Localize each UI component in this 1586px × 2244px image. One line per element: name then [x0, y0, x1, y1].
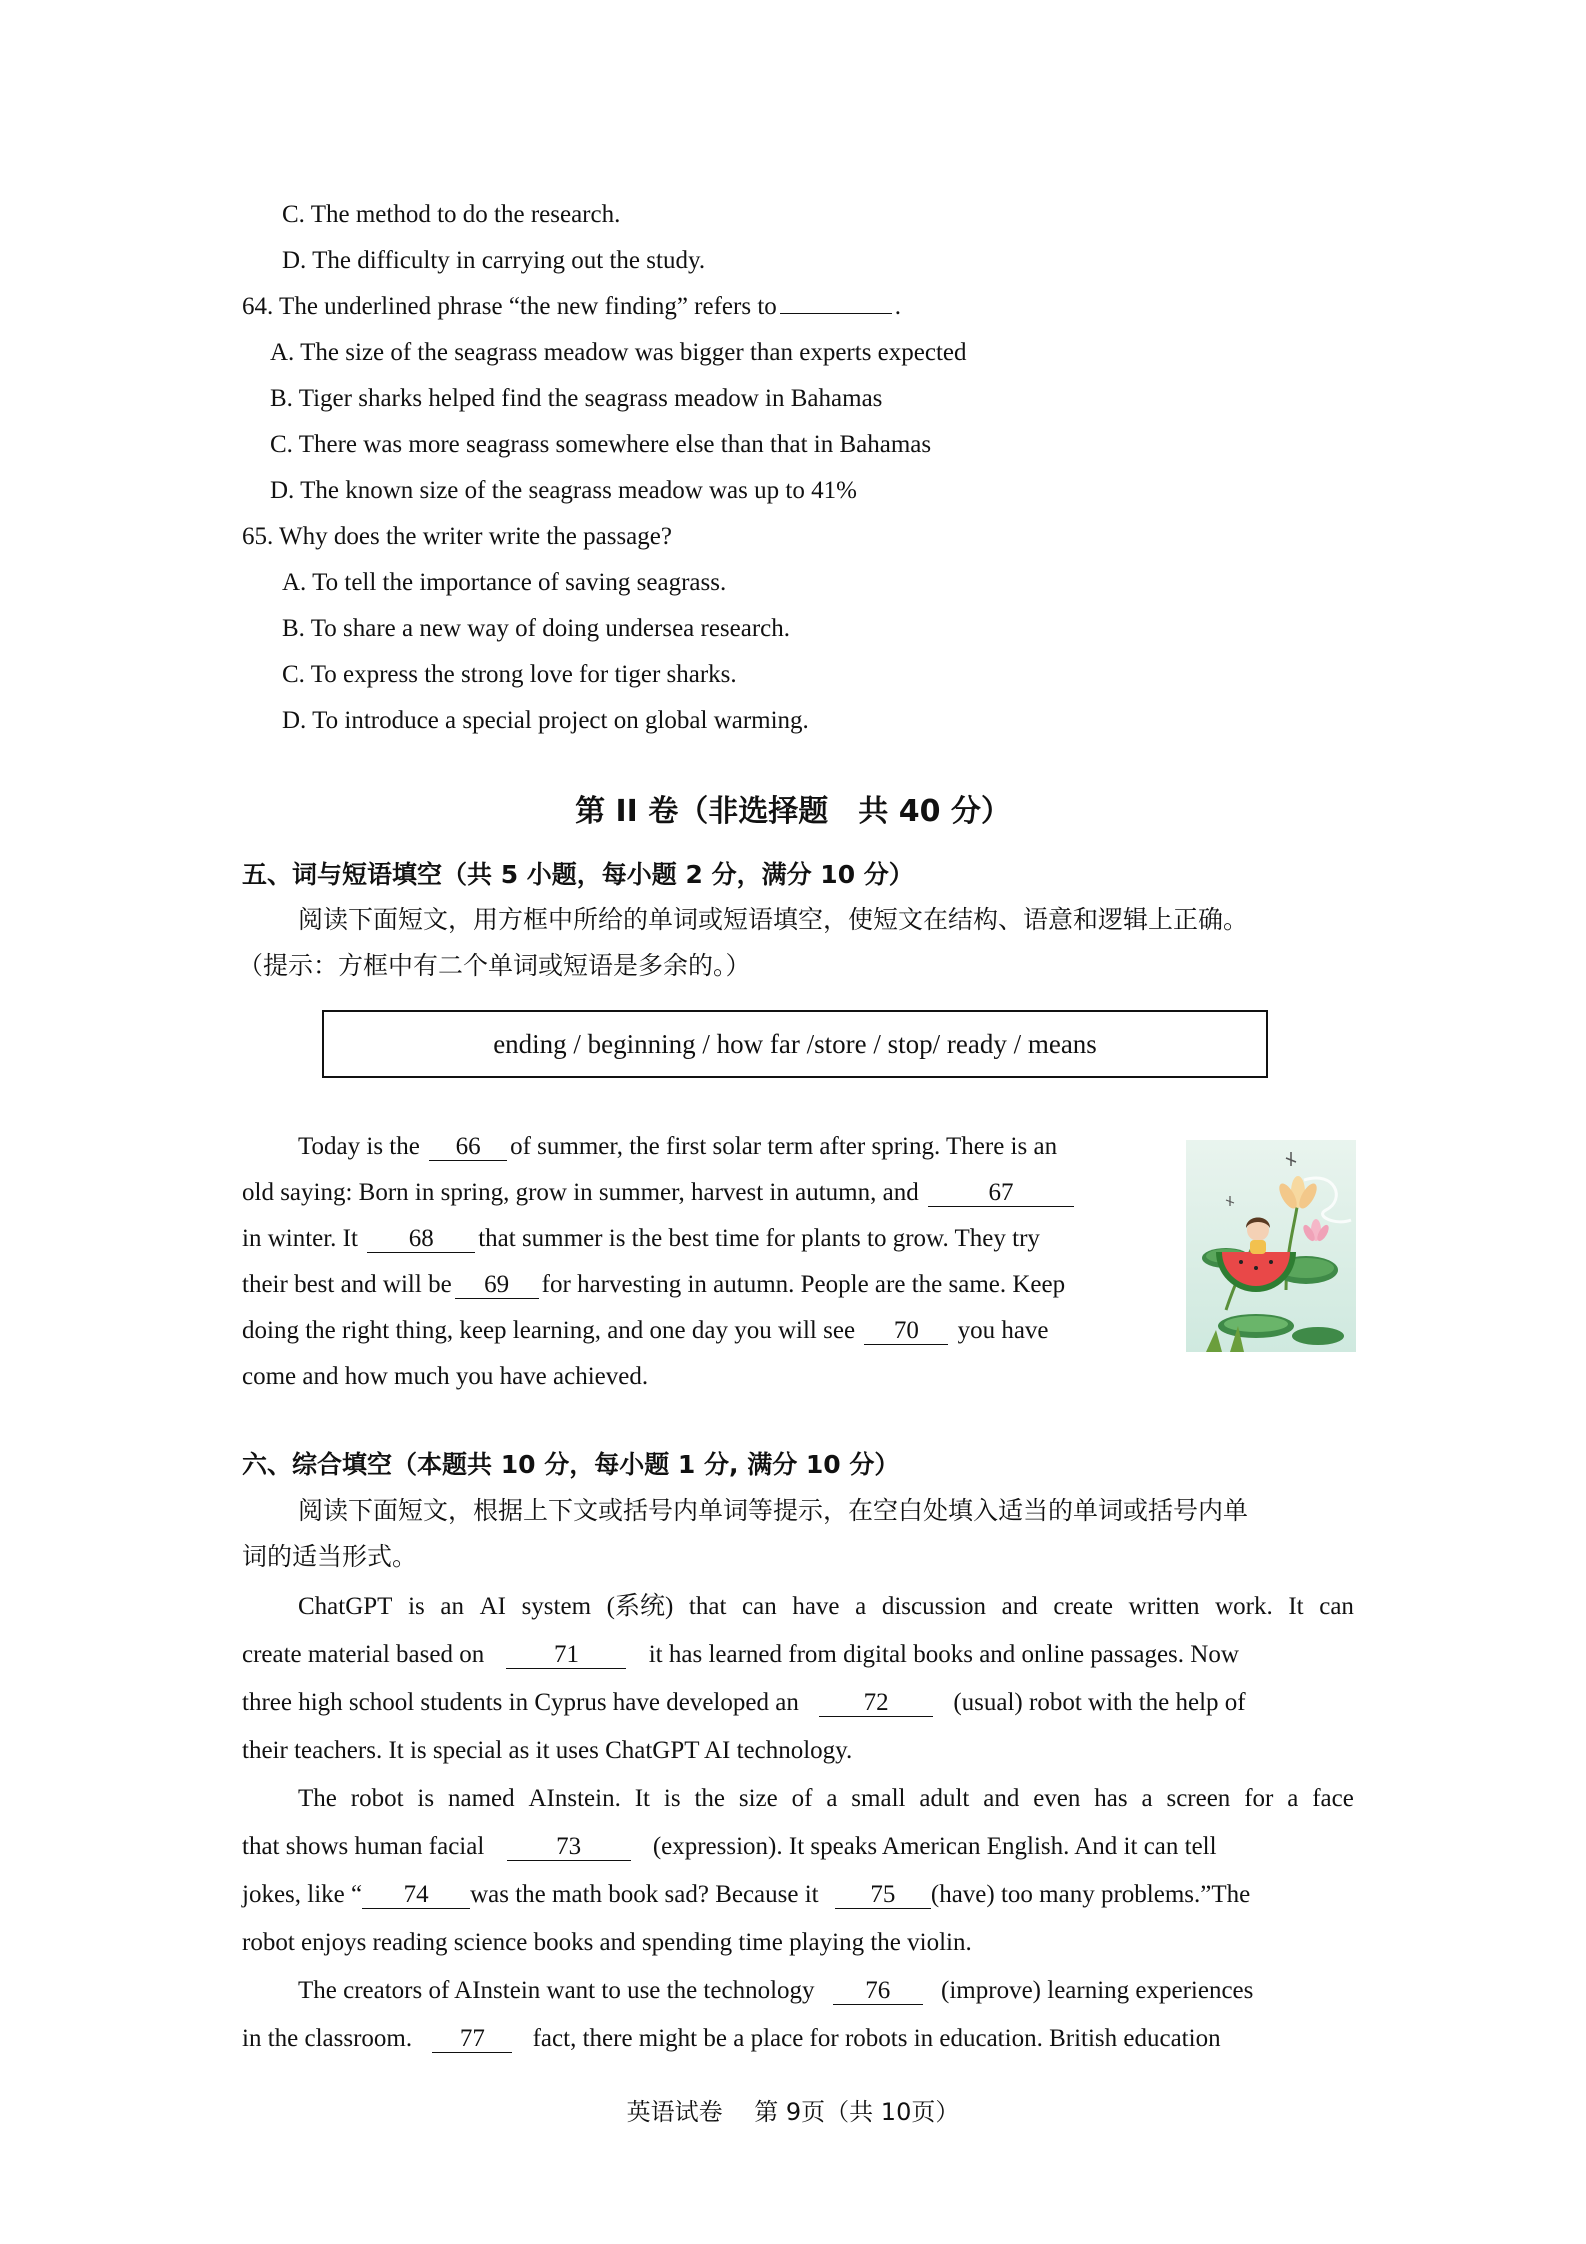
word: work. — [1215, 1593, 1273, 1620]
blank-72[interactable]: 72 — [819, 1690, 933, 1717]
word: size — [738, 1785, 778, 1812]
word: that — [688, 1593, 727, 1620]
word: named — [447, 1785, 515, 1812]
word-box — [322, 1010, 1268, 1078]
section5-instruction-1: 阅读下面短文，用方框中所给的单词或短语填空，使短文在结构、语意和逻辑上正确。 — [298, 905, 1249, 934]
blank-75[interactable]: 75 — [835, 1882, 931, 1909]
word: system — [521, 1593, 592, 1620]
word: robot — [350, 1785, 404, 1812]
s6-text: The creators of AInstein want to use the technology — [298, 1977, 815, 2004]
s6-text: create material based on — [242, 1641, 485, 1668]
s6-p1-line-3 — [242, 1686, 1246, 1720]
s5-text: for harvesting in autumn. People are the same. Keep — [541, 1271, 1066, 1298]
word: adult — [919, 1785, 970, 1812]
s6-text: (usual) robot with the help of — [953, 1689, 1246, 1716]
s6-p2-line-2 — [242, 1830, 1217, 1864]
s6-p2-line-3 — [242, 1878, 1250, 1912]
blank-76[interactable]: 76 — [833, 1978, 923, 2005]
word: a — [826, 1785, 838, 1812]
blank-66[interactable]: 66 — [429, 1134, 507, 1161]
word: and — [1001, 1593, 1038, 1620]
s5-text: of summer, the first solar term after spring. There is an — [510, 1133, 1058, 1160]
s6-text: (have) too many problems.”The — [930, 1881, 1251, 1908]
word: a — [855, 1593, 867, 1620]
word: and — [983, 1785, 1020, 1812]
word: AInstein. — [528, 1785, 621, 1812]
word: is — [663, 1785, 681, 1812]
s5-text: you have — [957, 1317, 1049, 1344]
s6-text: in the classroom. — [242, 2025, 413, 2052]
s6-text: it has learned from digital books and online passages. Now — [648, 1641, 1239, 1668]
s6-text: (improve) learning experiences — [941, 1977, 1254, 2004]
s6-p3-line-1 — [298, 1974, 1253, 2008]
s6-p2-line-4: robot enjoys reading science books and spending time playing the violin. — [242, 1929, 972, 1956]
s6-p1-line-1 — [298, 1590, 1354, 1624]
word: It — [634, 1785, 650, 1812]
blank-77[interactable]: 77 — [432, 2026, 512, 2053]
word: written — [1128, 1593, 1200, 1620]
word: has — [1094, 1785, 1128, 1812]
word: a — [1141, 1785, 1153, 1812]
s5-line-4 — [242, 1268, 1065, 1302]
page-footer: 英语试卷 第 9页（共 10页） — [626, 2098, 960, 2126]
blank-67[interactable]: 67 — [928, 1180, 1074, 1207]
word: face — [1312, 1785, 1354, 1812]
blank-71[interactable]: 71 — [506, 1642, 626, 1669]
lotus-watermelon-illustration — [1186, 1140, 1356, 1352]
word: create — [1053, 1593, 1114, 1620]
q64-option-a: A. The size of the seagrass meadow was bigger than experts expected — [270, 339, 967, 366]
q65-option-d: D. To introduce a special project on global warming. — [282, 707, 809, 734]
word: of — [791, 1785, 813, 1812]
word: even — [1033, 1785, 1081, 1812]
s6-p3-line-2 — [242, 2022, 1221, 2056]
blank-69[interactable]: 69 — [455, 1272, 539, 1299]
q64-option-c: C. There was more seagrass somewhere else than that in Bahamas — [270, 431, 932, 458]
s6-text: jokes, like “ — [242, 1881, 363, 1908]
s6-text: (expression). It speaks American English. And it can tell — [652, 1833, 1217, 1860]
part2-title: 第 II 卷（非选择题 共 40 分） — [575, 794, 1011, 829]
s6-p1-line-1-words — [298, 1590, 1354, 1624]
s6-p1-line-4: their teachers. It is special as it uses ChatGPT AI technology. — [242, 1737, 853, 1764]
q63-option-c: C. The method to do the research. — [282, 201, 621, 228]
word: small — [851, 1785, 906, 1812]
blank-70[interactable]: 70 — [864, 1318, 948, 1345]
word: is — [408, 1593, 425, 1620]
s5-line-3 — [242, 1222, 1040, 1256]
word: the — [694, 1785, 725, 1812]
word: have — [792, 1593, 840, 1620]
word: is — [417, 1785, 435, 1812]
s6-p2-line-1-words — [298, 1782, 1354, 1816]
word: an — [440, 1593, 464, 1620]
q64-stem-text: 64. The underlined phrase “the new finding” refers to — [242, 293, 777, 320]
section5-instruction-2: （提示：方框中有二个单词或短语是多余的。） — [238, 951, 751, 980]
s6-p1-line-2 — [242, 1638, 1239, 1672]
q65-stem: 65. Why does the writer write the passage? — [242, 523, 672, 550]
q65-option-a: A. To tell the importance of saving seagrass. — [282, 569, 727, 596]
word: discussion — [881, 1593, 987, 1620]
s5-text: that summer is the best time for plants to grow. They try — [478, 1225, 1040, 1252]
s5-line-1 — [298, 1130, 1057, 1164]
word-box-text: ending / beginning / how far /store / stop/ ready / means — [493, 1028, 1097, 1059]
s6-text: fact, there might be a place for robots in education. British education — [532, 2025, 1221, 2052]
s6-p2-line-1 — [298, 1782, 1354, 1816]
word: can — [742, 1593, 777, 1620]
word: The — [298, 1785, 337, 1812]
q65-option-c: C. To express the strong love for tiger sharks. — [282, 661, 737, 688]
s5-text: in winter. It — [242, 1225, 358, 1252]
section6-instruction-2: 词的适当形式。 — [242, 1542, 418, 1571]
q65-option-b: B. To share a new way of doing undersea research. — [282, 615, 791, 642]
s5-text: their best and will be — [242, 1271, 452, 1298]
section5-heading: 五、词与短语填空（共 5 小题，每小题 2 分，满分 10 分） — [242, 860, 914, 889]
q63-option-d: D. The difficulty in carrying out the study. — [282, 247, 706, 274]
q64-answer-blank[interactable] — [780, 313, 892, 314]
q64-stem — [242, 290, 901, 324]
word: It — [1288, 1593, 1304, 1620]
word: for — [1244, 1785, 1274, 1812]
s5-line-5 — [242, 1314, 1049, 1348]
s5-line-2 — [242, 1176, 1077, 1210]
s6-text: three high school students in Cyprus have developed an — [242, 1689, 799, 1716]
s5-text: Today is the — [298, 1133, 420, 1160]
word: a — [1287, 1785, 1299, 1812]
s6-text: that shows human facial — [242, 1833, 485, 1860]
word: ChatGPT — [298, 1593, 393, 1620]
s5-text: old saying: Born in spring, grow in summer, harvest in autumn, and — [242, 1179, 919, 1206]
s6-text: was the math book sad? Because it — [470, 1881, 819, 1908]
blank-74[interactable]: 74 — [362, 1882, 470, 1909]
q64-stem-end: . — [894, 293, 902, 320]
word: can — [1319, 1593, 1354, 1620]
s5-line-6: come and how much you have achieved. — [242, 1363, 649, 1390]
blank-68[interactable]: 68 — [367, 1226, 475, 1253]
q64-option-b: B. Tiger sharks helped find the seagrass meadow in Bahamas — [270, 385, 883, 412]
s5-text: doing the right thing, keep learning, and one day you will see — [242, 1317, 856, 1344]
blank-73[interactable]: 73 — [507, 1834, 631, 1861]
word: AI — [479, 1593, 506, 1620]
q64-option-d: D. The known size of the seagrass meadow was up to 41% — [270, 477, 857, 504]
section6-heading: 六、综合填空（本题共 10 分，每小题 1 分, 满分 10 分） — [242, 1450, 900, 1479]
word: screen — [1166, 1785, 1231, 1812]
section6-instruction-1: 阅读下面短文，根据上下文或括号内单词等提示，在空白处填入适当的单词或括号内单 — [298, 1496, 1249, 1525]
word: (系统) — [606, 1593, 674, 1620]
